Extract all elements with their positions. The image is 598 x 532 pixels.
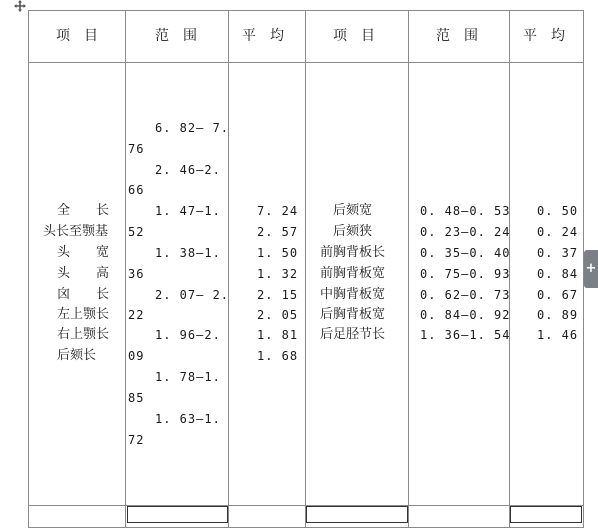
item-label: 后颏狭	[333, 224, 373, 239]
range-line: 2. 46—2.	[155, 163, 221, 177]
range-line: 09	[128, 349, 145, 363]
item-label: 左上颚长	[57, 307, 110, 322]
item-label: 前胸背板宽	[320, 266, 386, 281]
header-divider	[28, 62, 584, 63]
average-value: 0. 89	[537, 308, 579, 322]
footer-cell	[127, 506, 228, 523]
range-line: 2. 07— 2.	[155, 288, 230, 302]
footer-cell	[510, 506, 582, 523]
average-value: 1. 50	[257, 246, 299, 260]
range-line: 36	[128, 267, 145, 281]
range-line: 72	[128, 433, 145, 447]
range-line: 66	[128, 183, 145, 197]
range-line: 85	[128, 391, 145, 405]
plus-icon[interactable]: +	[584, 250, 598, 288]
range-value: 0. 23—0. 24	[420, 225, 511, 239]
average-value: 7. 24	[257, 204, 299, 218]
column-divider	[125, 10, 126, 528]
range-value: 0. 62—0. 73	[420, 288, 511, 302]
item-label: 前胸背板长	[320, 245, 386, 260]
range-value: 0. 84—0. 92	[420, 308, 511, 322]
header-item: 项 目	[56, 28, 98, 44]
range-value: 1. 36—1. 54	[420, 328, 511, 342]
range-line: 1. 78—1.	[155, 370, 221, 384]
range-line: 52	[128, 225, 145, 239]
average-value: 0. 37	[537, 246, 579, 260]
column-divider	[228, 10, 229, 528]
average-value: 1. 68	[257, 349, 299, 363]
header-average: 平 均	[242, 28, 284, 44]
average-value: 0. 67	[537, 288, 579, 302]
average-value: 2. 57	[257, 225, 299, 239]
item-label: 囟 长	[57, 287, 110, 302]
range-line: 1. 47—1.	[155, 204, 221, 218]
item-label: 头长至颚基	[43, 224, 109, 239]
average-value: 2. 15	[257, 288, 299, 302]
header-item-2: 项 目	[333, 28, 375, 44]
range-line: 1. 38—1.	[155, 246, 221, 260]
header-range: 范 围	[155, 28, 197, 44]
column-divider	[408, 10, 409, 528]
average-value: 0. 50	[537, 204, 579, 218]
header-average-2: 平 均	[523, 28, 565, 44]
average-value: 1. 46	[537, 328, 579, 342]
average-value: 1. 32	[257, 267, 299, 281]
item-label: 头 宽	[57, 245, 110, 260]
range-line: 76	[128, 142, 145, 156]
range-value: 0. 35—0. 40	[420, 246, 511, 260]
range-value: 0. 75—0. 93	[420, 267, 511, 281]
average-value: 0. 84	[537, 267, 579, 281]
range-line: 22	[128, 308, 145, 322]
range-line: 6. 82— 7.	[155, 121, 230, 135]
range-line: 1. 96—2.	[155, 328, 221, 342]
column-divider	[305, 10, 306, 528]
average-value: 2. 05	[257, 308, 299, 322]
item-label: 中胸背板宽	[320, 287, 386, 302]
footer-cell	[306, 506, 408, 523]
move-cross-icon[interactable]	[14, 0, 26, 12]
item-label: 后足胫节长	[320, 327, 386, 342]
item-label: 头 高	[57, 266, 110, 281]
range-line: 1. 63—1.	[155, 412, 221, 426]
item-label: 后颏宽	[333, 203, 373, 218]
item-label: 后胸背板宽	[320, 307, 386, 322]
range-value: 0. 48—0. 53	[420, 204, 511, 218]
average-value: 1. 81	[257, 328, 299, 342]
item-label: 全 长	[57, 203, 110, 218]
item-label: 后颏长	[57, 348, 97, 363]
header-range-2: 范 围	[436, 28, 478, 44]
average-value: 0. 24	[537, 225, 579, 239]
item-label: 右上颚长	[57, 327, 110, 342]
